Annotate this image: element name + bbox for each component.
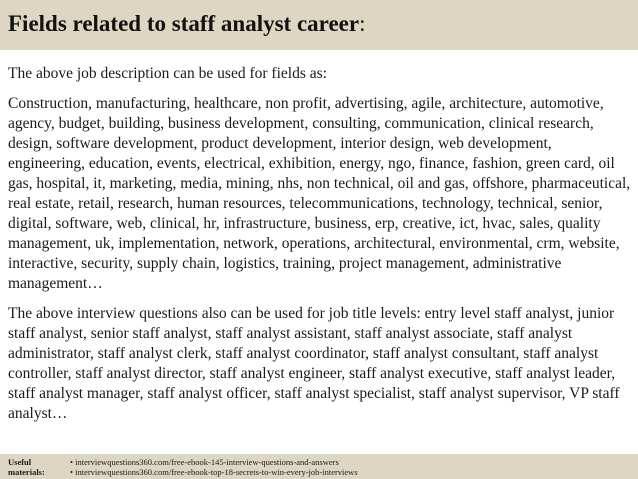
useful-materials bbox=[8, 457, 638, 477]
ebook-18-secrets-link[interactable]: • interviewquestions360.com/free-ebook-top-18-secrets-to-win-every-job-interviews bbox=[70, 467, 358, 477]
page-title bbox=[8, 11, 638, 37]
job-levels-paragraph: The above interview questions also can be used for job title levels: entry level staff analyst, junior staff analyst, senior staff analyst, staff analyst assistant, staff analyst associate, staff analyst administrator, staff analyst clerk, staff analyst coordinator, staff analyst consultant, staff analyst controller, staff analyst director, staff analyst engineer, staff analyst executive, staff analyst leader, staff analyst manager, staff analyst officer, staff analyst specialist, staff analyst supervisor, VP staff analyst… bbox=[8, 305, 620, 422]
footer-links bbox=[70, 457, 358, 477]
main-content bbox=[8, 64, 632, 424]
intro-paragraph: The above job description can be used for fields as: bbox=[8, 65, 327, 82]
footer bbox=[0, 454, 638, 479]
page-title-text: Fields related to staff analyst career bbox=[8, 11, 360, 36]
ebook-145-questions-link[interactable]: • interviewquestions360.com/free-ebook-145-interview-questions-and-answers bbox=[70, 457, 339, 467]
footer-label: Useful materials: bbox=[8, 457, 45, 477]
page-title-colon: : bbox=[359, 11, 366, 36]
fields-paragraph: Construction, manufacturing, healthcare, non profit, advertising, agile, architecture, automotive, agency, budget, building, business development, consulting, communication, clinical research, design, software development, product development, interior design, web development, engineering, education, events, electrical, exhibition, energy, ngo, finance, fashion, green card, oil gas, hospital, it, marketing, media, mining, nhs, non technical, oil and gas, offshore, pharmaceutical, real estate, retail, research, human resources, telecommunications, technology, technical, senior, digital, software, web, clinical, hr, infrastructure, business, erp, creative, ict, hvac, sales, quality management, uk, implementation, network, operations, architectural, environmental, crm, website, interactive, security, supply chain, logistics, training, project management, administrative management… bbox=[8, 95, 631, 292]
title-bar bbox=[0, 0, 638, 50]
